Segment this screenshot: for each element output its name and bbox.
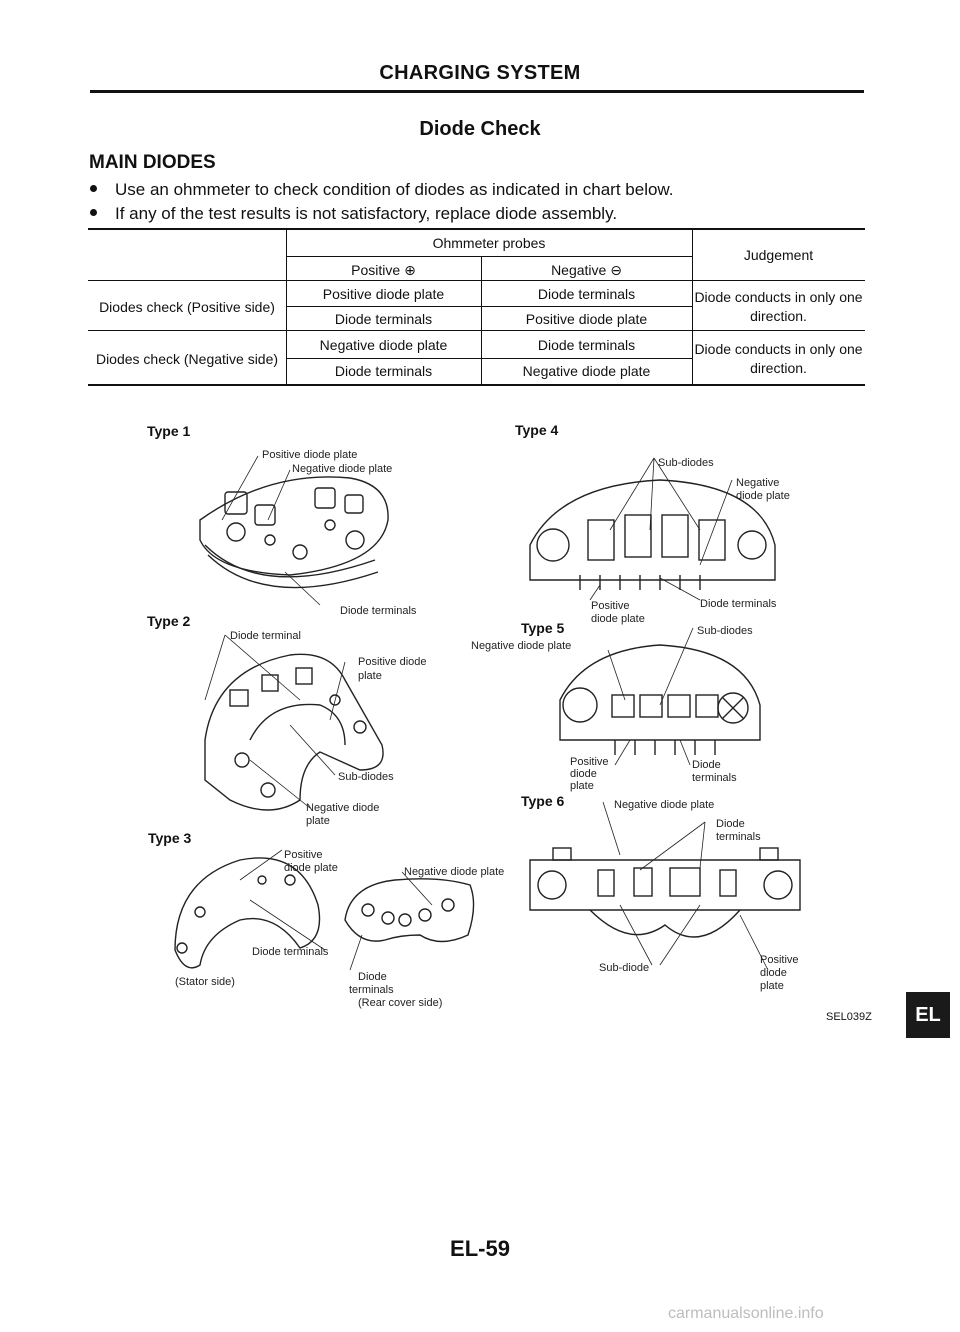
- type4-label: Type 4: [515, 422, 559, 438]
- probe-negative: Positive diode plate: [525, 311, 648, 327]
- callout-label: plate: [306, 815, 330, 827]
- callout-label: (Stator side): [175, 976, 235, 988]
- probe-positive: Negative diode plate: [319, 337, 448, 353]
- page-number: EL-59: [450, 1236, 510, 1261]
- section-tab[interactable]: EL: [906, 992, 950, 1038]
- callout-label: terminals: [692, 772, 737, 784]
- type3-label: Type 3: [148, 830, 192, 846]
- callout-label: Diode terminal: [230, 630, 301, 642]
- probe-positive: Diode terminals: [334, 311, 433, 327]
- callout-label: Negative: [736, 477, 780, 489]
- probe-positive: Diode terminals: [334, 363, 433, 379]
- type5-label: Type 5: [521, 620, 565, 636]
- callout-label: Diode: [358, 971, 387, 983]
- callout-label: Negative diode: [306, 802, 380, 814]
- callout-label: Diode terminals: [340, 605, 417, 617]
- callout-label: Positive: [760, 954, 799, 966]
- row-label: Diodes check (Positive side): [99, 299, 275, 315]
- callout-label: diode: [570, 768, 597, 780]
- judgement-text: direction.: [750, 360, 807, 376]
- judgement-text: direction.: [750, 308, 807, 324]
- callout-label: Diode terminals: [252, 946, 329, 958]
- callout-label: Negative diode plate: [404, 866, 505, 878]
- callout-label: Positive diode: [358, 656, 427, 668]
- probe-negative: Diode terminals: [537, 337, 636, 353]
- callout-label: terminals: [716, 831, 761, 843]
- subsection-title: MAIN DIODES: [89, 152, 216, 173]
- callout-label: terminals: [349, 984, 394, 996]
- callout-label: Sub-diodes: [658, 457, 714, 469]
- callout-label: Diode: [692, 759, 721, 771]
- probe-negative: Negative diode plate: [522, 363, 651, 379]
- callout-label: diode plate: [736, 490, 790, 502]
- callout-label: diode plate: [284, 862, 338, 874]
- bullet-text: Use an ohmmeter to check condition of diodes as indicated in chart below.: [115, 180, 674, 199]
- callout-label: Negative diode plate: [614, 799, 715, 811]
- callout-label: diode: [760, 967, 787, 979]
- callout-label: Sub-diodes: [338, 771, 394, 783]
- section-header: CHARGING SYSTEM: [379, 62, 581, 84]
- type2-label: Type 2: [147, 613, 191, 629]
- callout-label: Sub-diodes: [697, 625, 753, 637]
- callout-label: Positive: [570, 756, 609, 768]
- judgement-text: Diode conducts in only one: [694, 341, 863, 357]
- probe-negative: Diode terminals: [537, 286, 636, 302]
- callout-label: plate: [760, 980, 784, 992]
- callout-label: Positive: [284, 849, 323, 861]
- callout-label: Negative diode plate: [292, 463, 393, 475]
- judgement-header: Judgement: [743, 247, 814, 263]
- negative-header: Negative ⊖: [551, 262, 622, 278]
- callout-label: Diode: [716, 818, 745, 830]
- type6-label: Type 6: [521, 793, 565, 809]
- row-label: Diodes check (Negative side): [95, 351, 279, 367]
- probes-header: Ohmmeter probes: [432, 235, 546, 251]
- callout-label: diode plate: [591, 613, 645, 625]
- type1-label: Type 1: [147, 423, 191, 439]
- callout-label: Sub-diode: [599, 962, 650, 974]
- positive-header: Positive ⊕: [351, 262, 416, 278]
- page-title: Diode Check: [419, 118, 541, 140]
- callout-label: plate: [570, 780, 594, 792]
- judgement-text: Diode conducts in only one: [694, 289, 863, 305]
- callout-label: (Rear cover side): [358, 997, 443, 1009]
- probe-positive: Positive diode plate: [322, 286, 445, 302]
- callout-label: Positive: [591, 600, 630, 612]
- callout-label: Diode terminals: [700, 598, 777, 610]
- callout-label: plate: [358, 670, 382, 682]
- watermark: carmanualsonline.info: [668, 1305, 824, 1322]
- figure-code: SEL039Z: [826, 1011, 872, 1023]
- callout-label: Positive diode plate: [262, 449, 358, 461]
- callout-label: Negative diode plate: [471, 640, 572, 652]
- bullet-text: If any of the test results is not satisfactory, replace diode assembly.: [115, 204, 618, 223]
